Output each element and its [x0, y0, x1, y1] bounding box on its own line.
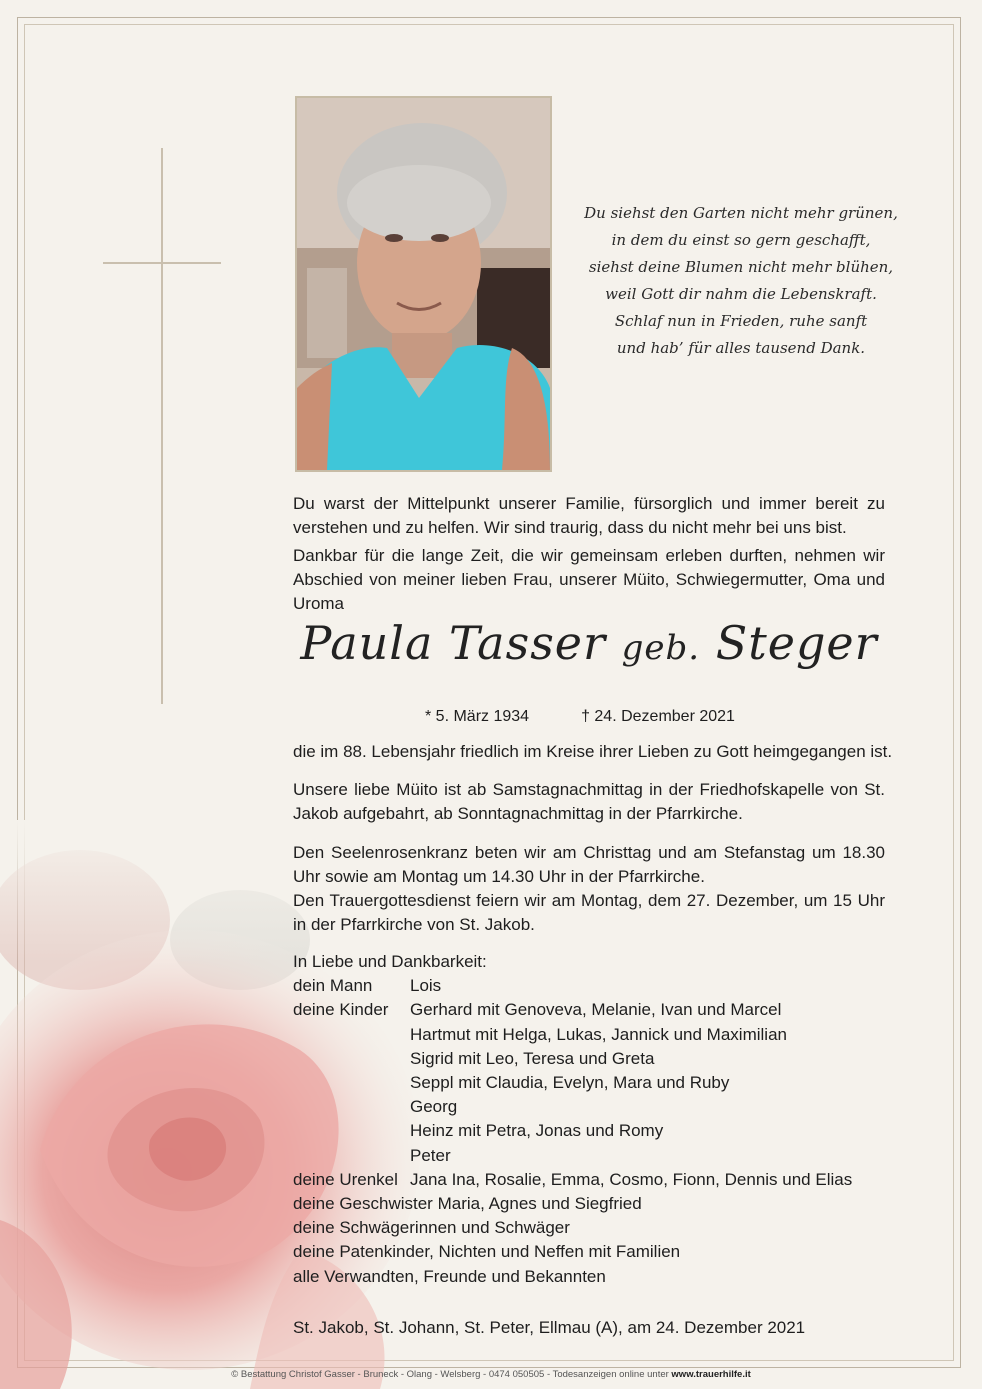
list-item [293, 1192, 852, 1216]
intro-paragraph-1: Du warst der Mittelpunkt unserer Familie, fürsorglich und immer bereit zu verstehen und zu helfen. Wir sind traurig, dass du nicht mehr bei uns bist. [293, 494, 885, 537]
birth-date: * 5. März 1934 [425, 708, 530, 725]
child-entry: Peter [410, 1145, 451, 1165]
list-item: alle Verwandten, Freunde und Bekannten [293, 1266, 606, 1286]
child-entry: Seppl mit Claudia, Evelyn, Mara und Ruby [410, 1073, 730, 1093]
death-date: † 24. Dezember 2021 [581, 708, 735, 725]
child-entry: Hartmut mit Helga, Lukas, Jannick und Maximilian [410, 1024, 787, 1044]
list-item [293, 1168, 852, 1192]
place-date: St. Jakob, St. Johann, St. Peter, Ellmau (A), am 24. Dezember 2021 [293, 1318, 806, 1337]
list-item [293, 998, 852, 1022]
poem-line: Schlaf nun in Frieden, ruhe sanft [614, 312, 868, 330]
child-entry: Gerhard mit Genoveva, Melanie, Ivan und Marcel [410, 1000, 782, 1020]
cross-horizontal [103, 262, 221, 264]
list-item [293, 1071, 852, 1095]
siblings: Maria, Agnes und Siegfried [437, 1194, 642, 1214]
footer [0, 1369, 982, 1380]
child-entry: Georg [410, 1097, 458, 1117]
poem-line: Du siehst den Garten nicht mehr grünen, [584, 204, 898, 222]
portrait-photo [295, 96, 552, 472]
list-item [293, 1095, 852, 1119]
poem-line: weil Gott dir nahm die Lebenskraft. [605, 285, 877, 303]
list-item [293, 1047, 852, 1071]
husband-name: Lois [410, 976, 442, 996]
viewing-text: Unsere liebe Müito ist ab Samstagnachmittag in der Friedhofskapelle von St. Jakob aufgebahrt, ab Sonntagnachmittag in der Pfarrkirche. [293, 780, 885, 823]
list-item [293, 1119, 852, 1143]
great-grandchildren-label: deine Urenkel [293, 1169, 398, 1189]
siblings-label: deine Geschwister [293, 1194, 433, 1214]
footer-link[interactable]: www.trauerhilfe.it [671, 1369, 751, 1380]
intro-paragraph-2: Dankbar für die lange Zeit, die wir gemeinsam erleben durften, nehmen wir Abschied von meiner lieben Frau, unserer Müito, Schwiegermutter, Oma und Uroma [293, 546, 885, 613]
list-item: deine Schwägerinnen und Schwäger [293, 1218, 570, 1238]
child-entry: Sigrid mit Leo, Teresa und Greta [410, 1048, 655, 1068]
child-entry: Heinz mit Petra, Jonas und Romy [410, 1121, 664, 1141]
name-first: Paula Tasser [300, 616, 607, 670]
rosary-text: Den Seelenrosenkranz beten wir am Christtag und am Stefanstag um 18.30 Uhr sowie am Montag um 14.30 Uhr in der Pfarrkirche. [293, 843, 885, 886]
poem-line: in dem du einst so gern geschafft, [611, 231, 871, 249]
great-grandchildren: Jana Ina, Rosalie, Emma, Cosmo, Fionn, Dennis und Elias [410, 1169, 853, 1189]
name-geb: geb. [621, 628, 701, 668]
mourners-list [293, 950, 852, 1289]
life-dates [425, 708, 787, 726]
cross-vertical [161, 148, 163, 704]
poem-line: und hab’ für alles tausend Dank. [616, 339, 866, 357]
passed-text: die im 88. Lebensjahr friedlich im Kreise ihrer Lieben zu Gott heimgegangen ist. [293, 742, 893, 761]
mourners-heading: In Liebe und Dankbarkeit: [293, 952, 487, 971]
footer-text: © Bestattung Christof Gasser - Bruneck - Olang - Welsberg - 0474 050505 - Todesanzeigen online unter [231, 1369, 672, 1380]
list-item: deine Patenkinder, Nichten und Neffen mit Familien [293, 1242, 681, 1262]
funeral-text: Den Trauergottesdienst feiern wir am Montag, dem 27. Dezember, um 15 Uhr in der Pfarrkirche von St. Jakob. [293, 891, 885, 934]
deceased-name [293, 616, 885, 670]
list-item [293, 974, 852, 998]
poem [576, 200, 906, 362]
list-item [293, 1023, 852, 1047]
children-label: deine Kinder [293, 1000, 389, 1020]
poem-line: siehst deine Blumen nicht mehr blühen, [588, 258, 894, 276]
husband-label: dein Mann [293, 976, 373, 996]
list-item [293, 1144, 852, 1168]
name-maiden: Steger [715, 616, 878, 670]
